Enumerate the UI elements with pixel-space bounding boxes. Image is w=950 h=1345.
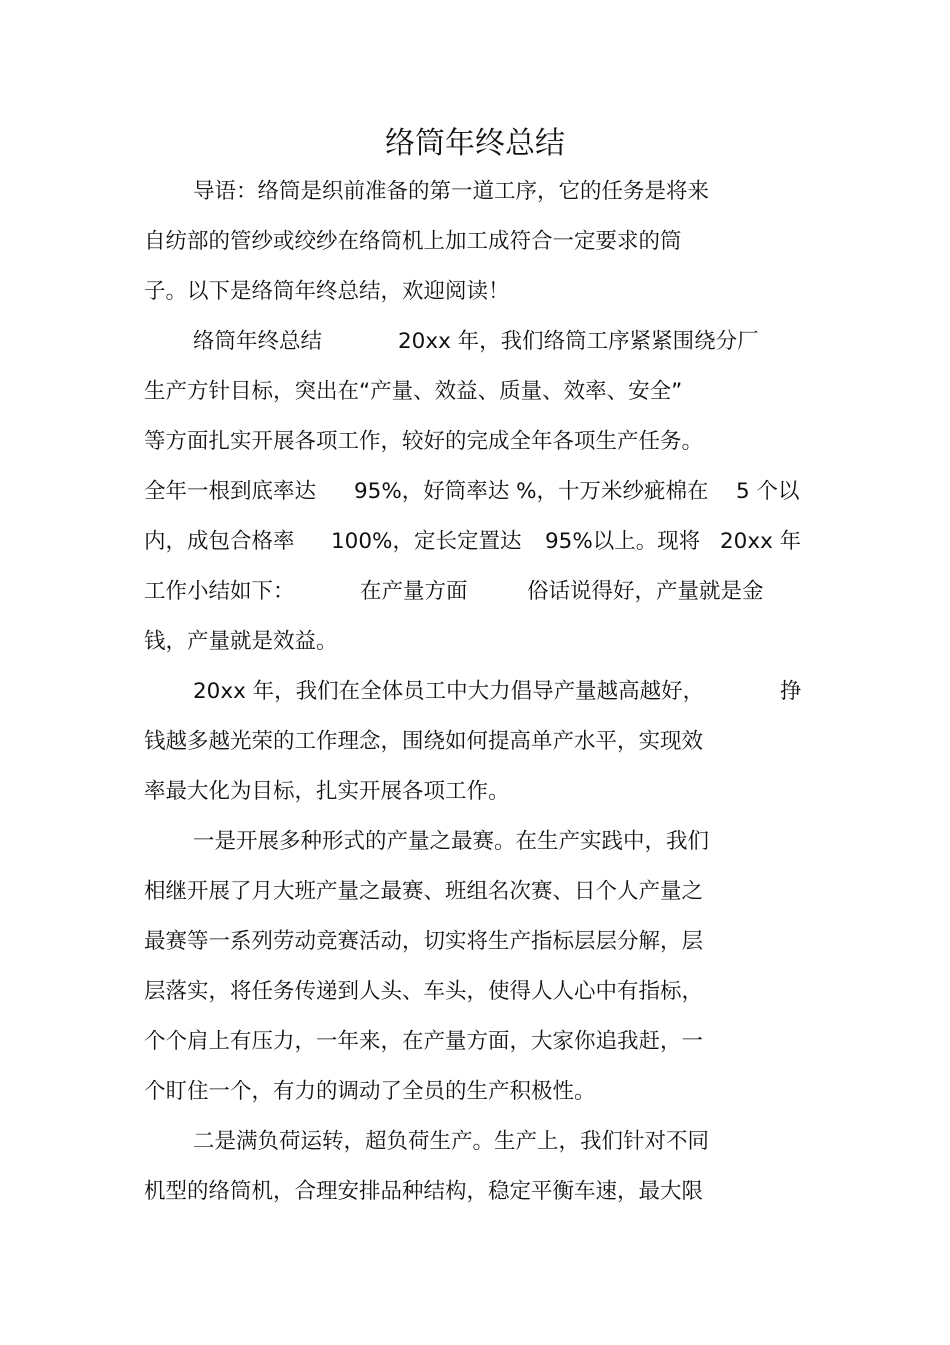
text-line: 层落实，将任务传递到人头、车头，使得人人心中有指标， [144, 979, 704, 1004]
text-line: 个盯住一个，有力的调动了全员的生产积极性。 [144, 1079, 596, 1104]
text-segment: 20xx 年 [720, 529, 802, 554]
text-segment: 内，成包合格率 [144, 529, 295, 554]
text-line: 相继开展了月大班产量之最赛、班组名次赛、日个人产量之 [144, 879, 704, 904]
text-segment: 95%以上。现将 [545, 529, 701, 554]
text-line: 等方面扎实开展各项工作，较好的完成全年各项生产任务。 [144, 429, 704, 454]
text-line: 一是开展多种形式的产量之最赛。在生产实践中，我们 [193, 829, 710, 854]
text-line: 钱越多越光荣的工作理念，围绕如何提高单产水平，实现效 [144, 729, 704, 754]
text-line: 导语：络筒是织前准备的第一道工序，它的任务是将来 [193, 179, 710, 204]
text-line: 机型的络筒机，合理安排品种结构，稳定平衡车速，最大限 [144, 1179, 704, 1204]
text-segment: 俗话说得好，产量就是金 [527, 579, 764, 604]
text-line: 子。以下是络筒年终总结，欢迎阅读！ [144, 279, 510, 304]
text-line: 自纺部的管纱或绞纱在络筒机上加工成符合一定要求的筒 [144, 229, 682, 254]
text-segment: 工作小结如下： [144, 579, 295, 604]
text-segment: 5 个以 [736, 479, 800, 504]
text-segment: 挣 [780, 679, 802, 704]
text-line: 最赛等一系列劳动竞赛活动，切实将生产指标层层分解，层 [144, 929, 704, 954]
text-line: 率最大化为目标，扎实开展各项工作。 [144, 779, 510, 804]
text-segment: 95%，好筒率达 %，十万米纱疵棉在 [354, 479, 709, 504]
text-segment: 全年一根到底率达 [144, 479, 317, 504]
text-segment: 20xx 年，我们络筒工序紧紧围绕分厂 [398, 329, 759, 354]
text-segment: 20xx 年，我们在全体员工中大力倡导产量越高越好， [193, 679, 705, 704]
text-segment: 100%，定长定置达 [331, 529, 522, 554]
text-line: 钱，产量就是效益。 [144, 629, 338, 654]
text-line: 个个肩上有压力，一年来，在产量方面，大家你追我赶，一 [144, 1029, 704, 1054]
text-line: 二是满负荷运转，超负荷生产。生产上，我们针对不同 [193, 1129, 710, 1154]
document-title: 络筒年终总结 [385, 126, 565, 161]
text-line: 生产方针目标，突出在“产量、效益、质量、效率、安全” [144, 379, 683, 404]
text-segment: 络筒年终总结 [193, 329, 323, 354]
text-segment: 在产量方面 [360, 579, 468, 604]
